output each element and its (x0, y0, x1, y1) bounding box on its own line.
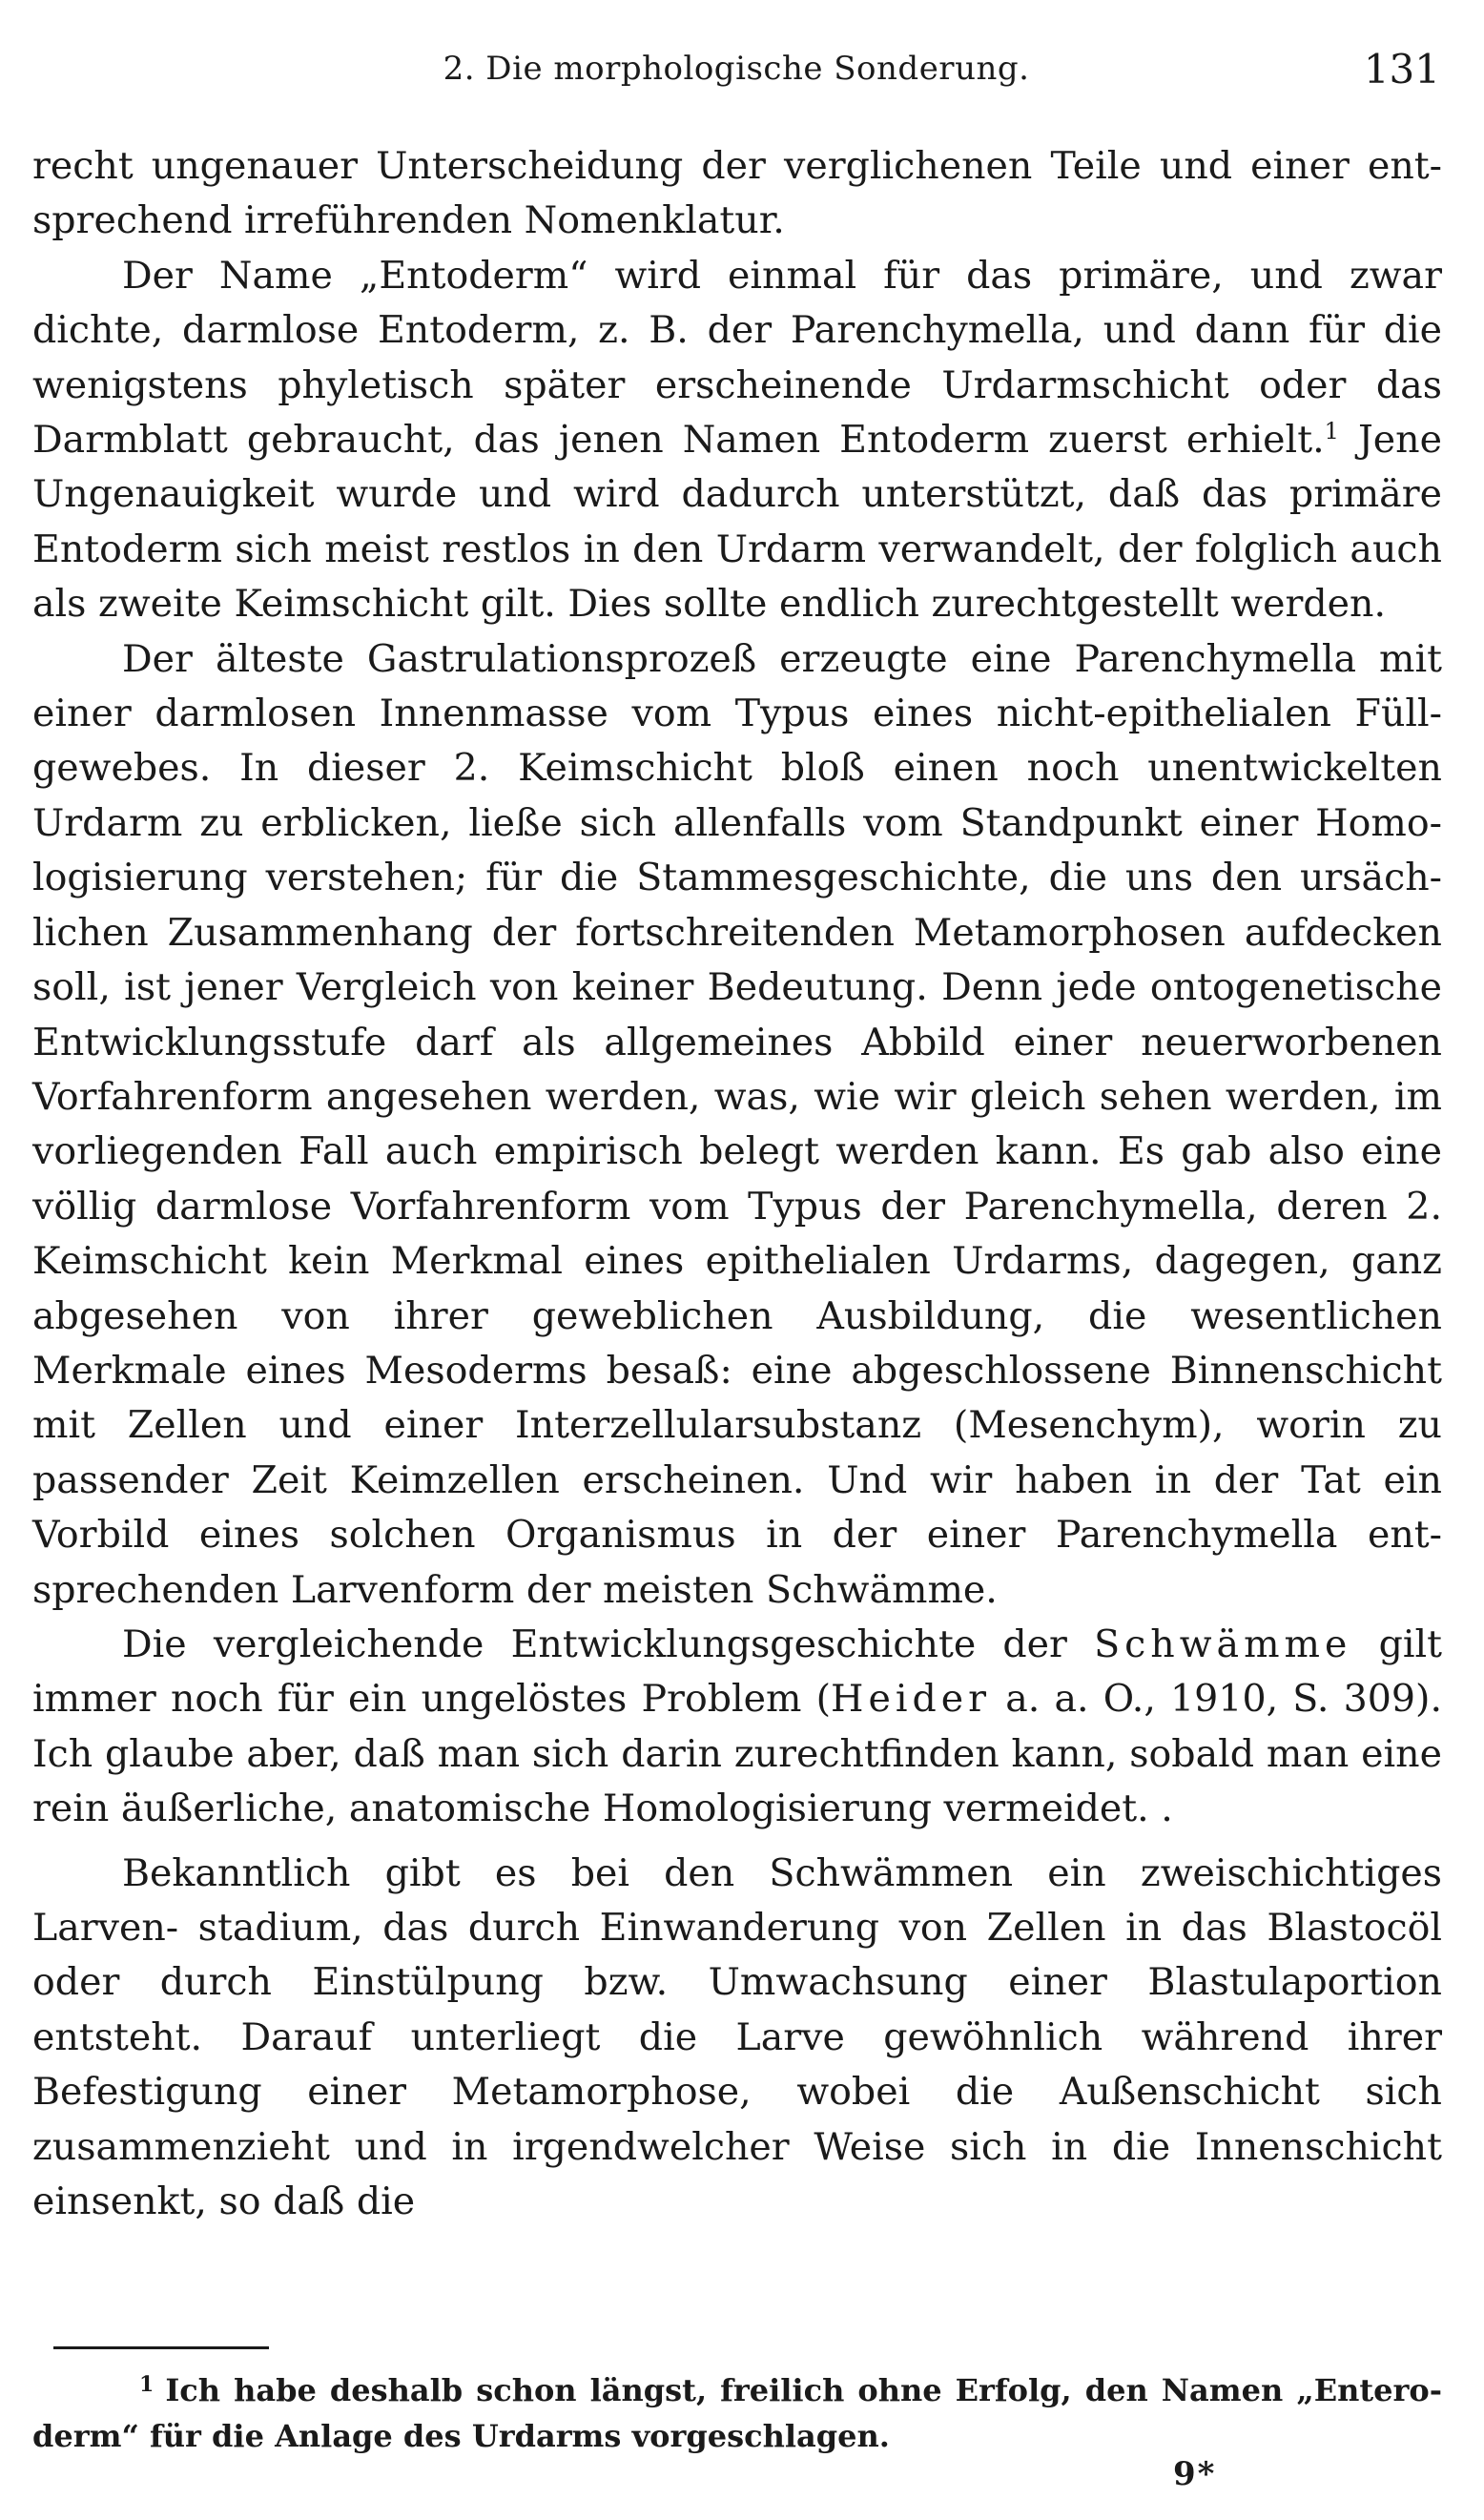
text-segment: Bekanntlich gibt es bei den Schwämmen ein zweischichtiges Larven- stadium, das durch Einwanderung von Zellen in das Blastocöl oder durch Einstülpung bzw. Umwachsung einer Blastulaportion entsteht. Darauf unterliegt die Larve gewöhnlich während ihrer Befestigung einer Metamorphose, wobei die Außenschicht sich zusammenzieht und in irgendwelcher Weise sich in die Innenschicht einsenkt, so daß die (32, 1850, 1442, 2224)
running-head (32, 46, 1440, 107)
paragraph (32, 1618, 1442, 1837)
footnote-divider (53, 2346, 269, 2349)
footnote (32, 2367, 1442, 2459)
paragraph (32, 632, 1442, 1618)
text-segment: Die vergleichende Entwicklungsgeschichte der (122, 1621, 1095, 1666)
body-text (32, 139, 1442, 2229)
text-segment: Der Name „Entoderm“ wird einmal für das primäre, und zwar dichte, darmlose Entoderm, z. B. der Parenchymella, und dann für die wenigstens phyletisch später erscheinende Urdarmschicht oder das Darmblatt gebraucht, das jenen Namen Entoderm zuerst erhielt. (32, 253, 1442, 463)
page-number: 131 (1363, 46, 1440, 93)
text-segment: Jene Ungenauigkeit wurde und wird dadurch unterstützt, daß das primäre Entoderm sich meist restlos in den Urdarm verwandelt, der folglich auch als zweite Keimschicht gilt. Dies sollte endlich zurechtgestellt werden. (32, 418, 1442, 627)
author-name: Heider (831, 1677, 992, 1722)
emphasized-term: Schwämme (1094, 1621, 1352, 1666)
text-segment: gilt immer noch für ein ungelöstes Problem ( (32, 1621, 1443, 1722)
running-title: 2. Die morphologische Sonderung. (443, 50, 1030, 88)
signature-mark: 9* (1173, 2455, 1217, 2493)
paragraph (32, 249, 1442, 632)
paragraph (32, 1847, 1442, 2230)
text-segment: recht ungenauer Unterscheidung der verglichenen Teile und einer ent- sprechend irreführenden Nomenklatur. (32, 144, 1442, 243)
footnote-text: Ich habe deshalb schon längst, freilich ohne Erfolg, den Namen „Entero- derm“ für die Anlage des Urdarms vorgeschlagen. (32, 2372, 1442, 2454)
footnote-marker: 1 (139, 2372, 155, 2397)
footnote-reference[interactable]: 1 (1324, 418, 1339, 445)
paragraph (32, 139, 1442, 249)
text-segment: Der älteste Gastrulationsprozeß erzeugte eine Parenchymella mit einer darmlosen Innenmasse vom Typus eines nicht-epithelialen Füll- gewebes. In dieser 2. Keimschicht bloß einen noch unentwickelten Urdarm zu erblicken, ließe sich allenfalls vom Standpunkt einer Homo- logisierung verstehen; für die Stammesgeschichte, die uns den ursäch- lichen Zusammenhang der fortschreitenden Metamorphosen aufdecken soll, ist jener Vergleich von keiner Bedeutung. Denn jede ontogenetische Entwicklungsstufe darf als allgemeines Abbild einer neuerworbenen Vorfahrenform angesehen werden, was, wie wir gleich sehen werden, im vorliegenden Fall auch empirisch belegt werden kann. Es gab also eine völlig darmlose Vorfahrenform vom Typus der Parenchymella, deren 2. Keimschicht kein Merkmal eines epithelialen Urdarms, dagegen, ganz abgesehen von ihrer geweblichen Ausbildung, die wesentlichen Merkmale eines Mesoderms besaß: eine abgeschlossene Binnenschicht mit Zellen und einer Interzellularsubstanz (Mesenchym), worin zu passender Zeit Keimzellen erscheinen. Und wir haben in der Tat ein Vorbild eines solchen Organismus in der einer Parenchymella ent- sprechenden Larvenform der meisten Schwämme. (32, 636, 1442, 1612)
text-segment: a. a. O., 1910, S. 309). Ich glaube aber, daß man sich darin zurechtfinden kann, sobald man eine rein äußerliche, anatomische Homologisierung vermeidet. . (32, 1677, 1442, 1831)
